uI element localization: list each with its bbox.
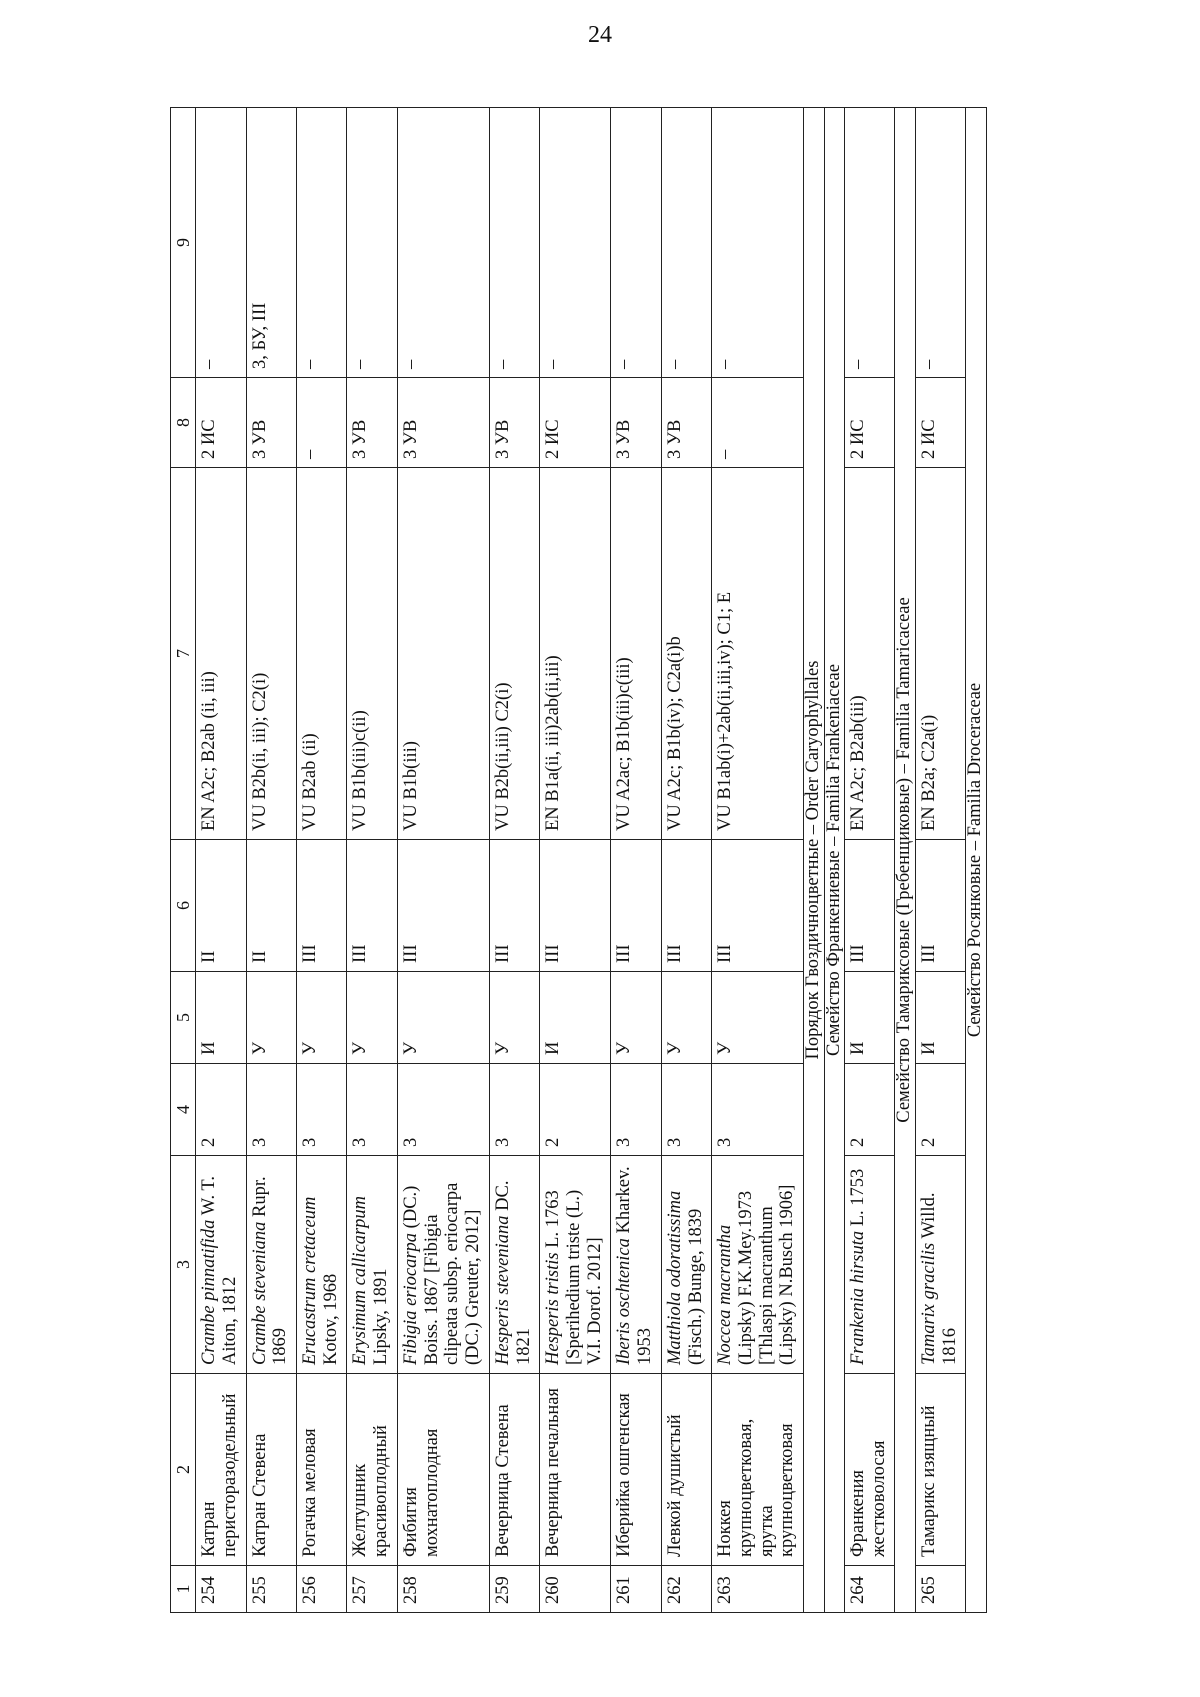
russian-name: Катран Стевена: [246, 1374, 296, 1566]
other-listing-cell: –: [397, 108, 489, 378]
header-cell: 2: [171, 1374, 196, 1566]
table-row: [297, 108, 347, 1613]
status-code-cell: 3 УВ: [611, 378, 661, 468]
status-code-cell: 2 ИС: [196, 378, 246, 468]
status-code-cell: 3 УВ: [397, 378, 489, 468]
status-cell: У: [297, 972, 347, 1064]
other-listing-cell: –: [611, 108, 661, 378]
header-cell: 8: [171, 378, 196, 468]
priority-cell: III: [712, 840, 804, 972]
row-number: 259: [489, 1566, 539, 1613]
iucn-criteria-cell: VU B2ab (ii): [297, 468, 347, 840]
latin-name: Erucastrum cretaceum Kotov, 1968: [297, 1156, 347, 1374]
table-row: [347, 108, 397, 1613]
status-cell: У: [611, 972, 661, 1064]
header-row: [171, 108, 196, 1613]
latin-name-italic: Tamarix gracilis: [918, 1242, 939, 1365]
other-listing-cell: –: [712, 108, 804, 378]
other-listing-cell: –: [661, 108, 711, 378]
iucn-criteria-cell: VU A2ac; B1b(iii)c(iii): [611, 468, 661, 840]
russian-name: Тамарикс изящный: [915, 1374, 965, 1566]
russian-name: Фибигия мохнатоплодная: [397, 1374, 489, 1566]
russian-name: Левкой душистый: [661, 1374, 711, 1566]
iucn-criteria-cell: VU B2b(ii,iii) C2(i): [489, 468, 539, 840]
rotated-table-container: [170, 108, 1125, 1613]
latin-name-italic: Hesperis steveniana: [492, 1215, 513, 1365]
category-cell: 3: [661, 1064, 711, 1156]
latin-name: Erysimum callicarpum Lipsky, 1891: [347, 1156, 397, 1374]
row-number: 262: [661, 1566, 711, 1613]
latin-name: Hesperis tristis L. 1763 [Sperihedium triste (L.) V.I. Dorof. 2012]: [540, 1156, 611, 1374]
status-code-cell: 2 ИС: [540, 378, 611, 468]
status-cell: У: [489, 972, 539, 1064]
status-cell: И: [844, 972, 894, 1064]
latin-name: Crambe steveniana Rupr. 1869: [246, 1156, 296, 1374]
iucn-criteria-cell: EN A2c; B2ab (ii, iii): [196, 468, 246, 840]
header-cell: 9: [171, 108, 196, 378]
status-code-cell: 2 ИС: [844, 378, 894, 468]
header-cell: 6: [171, 840, 196, 972]
other-listing-cell: –: [489, 108, 539, 378]
status-code-cell: 3 УВ: [489, 378, 539, 468]
priority-cell: III: [489, 840, 539, 972]
latin-name-italic: Crambe pinnatifida: [199, 1219, 220, 1365]
table-row: [540, 108, 611, 1613]
priority-cell: III: [844, 840, 894, 972]
category-cell: 3: [489, 1064, 539, 1156]
status-cell: И: [915, 972, 965, 1064]
latin-name-italic: Erucastrum cretaceum: [300, 1196, 321, 1365]
header-cell: 7: [171, 468, 196, 840]
table-row: [661, 108, 711, 1613]
other-listing-cell: –: [540, 108, 611, 378]
priority-cell: III: [540, 840, 611, 972]
status-cell: И: [540, 972, 611, 1064]
status-code-cell: 3 УВ: [246, 378, 296, 468]
row-number: 265: [915, 1566, 965, 1613]
row-number: 257: [347, 1566, 397, 1613]
russian-name: Франкения жестковолосая: [844, 1374, 894, 1566]
priority-cell: III: [347, 840, 397, 972]
status-code-cell: –: [297, 378, 347, 468]
iucn-criteria-cell: EN B2a; C2a(i): [915, 468, 965, 840]
header-cell: 5: [171, 972, 196, 1064]
status-code-cell: –: [712, 378, 804, 468]
row-number: 254: [196, 1566, 246, 1613]
priority-cell: III: [397, 840, 489, 972]
latin-name: Noccea macrantha (Lipsky) F.K.Mey.1973 [Thlaspi macranthum (Lipsky) N.Busch 1906]: [712, 1156, 804, 1374]
header-cell: 1: [171, 1566, 196, 1613]
table-row: [712, 108, 804, 1613]
latin-name-italic: Matthiola odoratissima: [664, 1190, 685, 1365]
row-number: 264: [844, 1566, 894, 1613]
category-cell: 2: [196, 1064, 246, 1156]
latin-name: Fibigia eriocarpa (DC.) Boiss. 1867 [Fibigia clipeata subsp. eriocarpa (DC.) Greuter, 2012]: [397, 1156, 489, 1374]
latin-name-italic: Noccea macrantha: [715, 1224, 736, 1365]
latin-name: Crambe pinnatifida W. T. Aiton, 1812: [196, 1156, 246, 1374]
iucn-criteria-cell: VU B1b(iii): [397, 468, 489, 840]
status-cell: У: [661, 972, 711, 1064]
iucn-criteria-cell: VU B1b(iii)c(ii): [347, 468, 397, 840]
table-row: [489, 108, 539, 1613]
latin-name: Hesperis steveniana DC. 1821: [489, 1156, 539, 1374]
iucn-criteria-cell: EN A2c; B2ab(iii): [844, 468, 894, 840]
header-cell: 4: [171, 1064, 196, 1156]
status-cell: У: [397, 972, 489, 1064]
latin-name-italic: Iberis oschtenica: [614, 1238, 635, 1365]
order-heading-row: [804, 108, 824, 1613]
row-number: 260: [540, 1566, 611, 1613]
row-number: 258: [397, 1566, 489, 1613]
section-heading: Семейство Франкениевые – Familia Frankeniaceae: [824, 108, 844, 1613]
row-number: 255: [246, 1566, 296, 1613]
row-number: 256: [297, 1566, 347, 1613]
latin-name: Matthiola odoratissima (Fisch.) Bunge, 1839: [661, 1156, 711, 1374]
russian-name: Вечерница Стевена: [489, 1374, 539, 1566]
table-row: [844, 108, 894, 1613]
row-number: 263: [712, 1566, 804, 1613]
category-cell: 2: [540, 1064, 611, 1156]
category-cell: 3: [397, 1064, 489, 1156]
russian-name: Катран перисторазодельный: [196, 1374, 246, 1566]
status-code-cell: 2 ИС: [915, 378, 965, 468]
category-cell: 3: [611, 1064, 661, 1156]
family-heading-row: [966, 108, 986, 1613]
iucn-criteria-cell: VU A2c; B1b(iv); C2a(i)b: [661, 468, 711, 840]
russian-name: Ноккея крупноцветковая, ярутка крупноцветковая: [712, 1374, 804, 1566]
priority-cell: III: [915, 840, 965, 972]
section-heading: Семейство Тамариксовые (Гребенщиковые) – Familia Tamaricaceae: [895, 108, 915, 1613]
table-row: [397, 108, 489, 1613]
russian-name: Вечерница печальная: [540, 1374, 611, 1566]
russian-name: Желтушник красивоплодный: [347, 1374, 397, 1566]
section-heading: Семейство Росянковые – Familia Droceraceae: [966, 108, 986, 1613]
table-row: [915, 108, 965, 1613]
other-listing-cell: –: [297, 108, 347, 378]
other-listing-cell: –: [844, 108, 894, 378]
table-row: [196, 108, 246, 1613]
other-listing-cell: –: [915, 108, 965, 378]
latin-name-italic: Frankenia hirsuta: [847, 1230, 868, 1365]
priority-cell: II: [196, 840, 246, 972]
status-code-cell: 3 УВ: [661, 378, 711, 468]
status-cell: У: [347, 972, 397, 1064]
category-cell: 3: [712, 1064, 804, 1156]
latin-name-italic: Hesperis tristis: [543, 1252, 564, 1365]
header-cell: 3: [171, 1156, 196, 1374]
table-row: [611, 108, 661, 1613]
section-heading: Порядок Гвоздичноцветные – Order Caryophyllales: [804, 108, 824, 1613]
category-cell: 3: [297, 1064, 347, 1156]
other-listing-cell: –: [196, 108, 246, 378]
priority-cell: III: [611, 840, 661, 972]
other-listing-cell: –: [347, 108, 397, 378]
family-heading-row: [895, 108, 915, 1613]
latin-name: Iberis oschtenica Kharkev. 1953: [611, 1156, 661, 1374]
latin-name: Tamarix gracilis Willd. 1816: [915, 1156, 965, 1374]
category-cell: 3: [347, 1064, 397, 1156]
status-cell: У: [712, 972, 804, 1064]
status-code-cell: 3 УВ: [347, 378, 397, 468]
latin-name-italic: Fibigia eriocarpa: [400, 1232, 421, 1365]
iucn-criteria-cell: VU B2b(ii, iii); C2(i): [246, 468, 296, 840]
russian-name: Иберийка ошгенская: [611, 1374, 661, 1566]
latin-name-italic: Crambe steveniana: [249, 1221, 270, 1365]
page-number: 24: [588, 22, 612, 48]
priority-cell: III: [661, 840, 711, 972]
latin-name-italic: Erysimum callicarpum: [350, 1195, 371, 1365]
table-row: [246, 108, 296, 1613]
latin-name: Frankenia hirsuta L. 1753: [844, 1156, 894, 1374]
priority-cell: II: [246, 840, 296, 972]
status-cell: И: [196, 972, 246, 1064]
priority-cell: III: [297, 840, 347, 972]
red-list-table: [170, 107, 987, 1613]
category-cell: 3: [246, 1064, 296, 1156]
row-number: 261: [611, 1566, 661, 1613]
iucn-criteria-cell: EN B1a(ii, iii)2ab(ii,iii): [540, 468, 611, 840]
iucn-criteria-cell: VU B1ab(i)+2ab(ii,iii,iv); C1; E: [712, 468, 804, 840]
category-cell: 2: [844, 1064, 894, 1156]
other-listing-cell: 3, БУ, III: [246, 108, 296, 378]
family-heading-row: [824, 108, 844, 1613]
status-cell: У: [246, 972, 296, 1064]
category-cell: 2: [915, 1064, 965, 1156]
russian-name: Рогачка меловая: [297, 1374, 347, 1566]
